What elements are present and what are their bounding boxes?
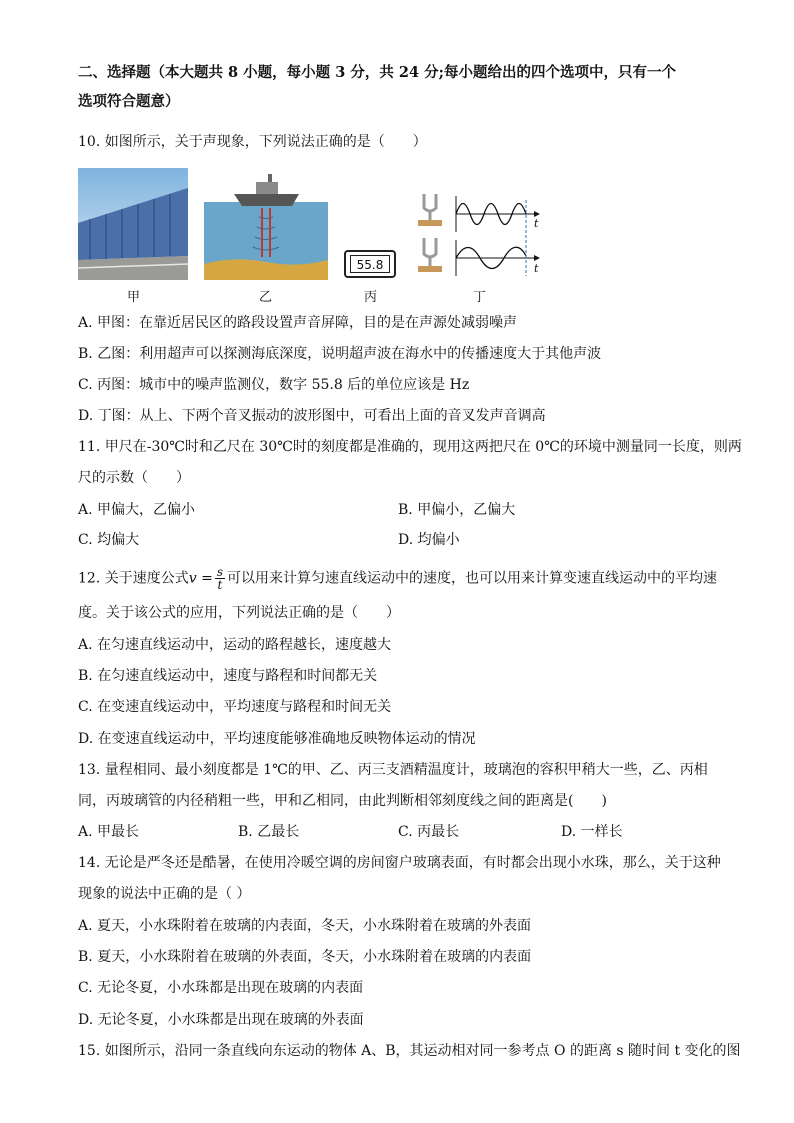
q12-stem-line2: 度。关于该公式的应用，下列说法正确的是（ ） <box>78 605 400 621</box>
q11-stem-line1: 11. 甲尺在-30℃时和乙尺在 30℃时的刻度都是准确的，现用这两把尺在 0℃的环境中测量同一长度，则两 <box>78 439 742 455</box>
q13-option-d: D. 一样长 <box>561 824 623 840</box>
q10-stem: 10. 如图所示，关于声现象，下列说法正确的是（ ） <box>78 134 427 150</box>
q10-option-d: D. 丁图：从上、下两个音叉振动的波形图中，可看出上面的音叉发声音调高 <box>78 408 546 424</box>
q13-option-a: A. 甲最长 <box>78 824 140 840</box>
fig-label-jia: 甲 <box>127 290 141 305</box>
section-title-line2: 选项符合题意） <box>78 93 180 110</box>
q13-option-b: B. 乙最长 <box>238 824 300 840</box>
q12-stem-post: 可以用来计算匀速直线运动中的速度，也可以用来计算变速直线运动中的平均速 <box>226 570 717 587</box>
q12-option-b: B. 在匀速直线运动中，速度与路程和时间都无关 <box>78 668 378 684</box>
fig-label-yi: 乙 <box>259 290 273 305</box>
q12-formula-denominator: t <box>217 578 223 592</box>
tuning-fork-bottom-icon <box>418 238 442 272</box>
q11-option-a: A. 甲偏大，乙偏小 <box>78 502 196 518</box>
q13-stem-line1: 13. 量程相同、最小刻度都是 1℃的甲、乙、丙三支酒精温度计，玻璃泡的容积甲稍大一些，乙、丙相 <box>78 762 708 778</box>
q11-option-d: D. 均偏小 <box>398 532 460 548</box>
q14-option-d: D. 无论冬夏，小水珠都是出现在玻璃的外表面 <box>78 1012 364 1028</box>
q12-formula-fraction <box>215 566 225 591</box>
q10-option-b: B. 乙图：利用超声可以探测海底深度，说明超声波在海水中的传播速度大于其他声波 <box>78 346 602 362</box>
wave-axis-t-bottom: t <box>534 262 539 275</box>
q12-formula-numerator: s <box>216 565 223 579</box>
tuning-fork-waveforms <box>416 190 542 280</box>
q12-option-a: A. 在匀速直线运动中，运动的路程越长，速度越大 <box>78 637 392 653</box>
q11-option-b: B. 甲偏小，乙偏大 <box>398 502 516 518</box>
section-title-line1: 二、选择题（本大题共 8 小题，每小题 3 分，共 24 分;每小题给出的四个选项中，只有一个 <box>78 64 676 81</box>
q13-stem-line2: 同，丙玻璃管的内径稍粗一些，甲和乙相同，由此判断相邻刻度线之间的距离是( ) <box>78 793 607 809</box>
q14-option-b: B. 夏天，小水珠附着在玻璃的外表面，冬天，小水珠附着在玻璃的内表面 <box>78 949 532 965</box>
q14-option-c: C. 无论冬夏，小水珠都是出现在玻璃的内表面 <box>78 980 364 996</box>
q14-stem-line2: 现象的说法中正确的是（ ） <box>78 886 251 902</box>
ship-sonar-image <box>204 172 328 280</box>
q12-formula-lhs: v = <box>188 570 213 587</box>
fig-label-bing: 丙 <box>364 290 378 305</box>
q14-option-a: A. 夏天，小水珠附着在玻璃的内表面，冬天，小水珠附着在玻璃的外表面 <box>78 918 532 934</box>
q11-stem-line2: 尺的示数（ ） <box>78 470 190 486</box>
q13-option-c: C. 丙最长 <box>398 824 460 840</box>
q15-stem-line1: 15. 如图所示，沿同一条直线向东运动的物体 A、B，其运动相对同一参考点 O 的距离 s 随时间 t 变化的图 <box>78 1043 741 1059</box>
q11-option-c: C. 均偏大 <box>78 532 140 548</box>
q10-option-a: A. 甲图：在靠近居民区的路段设置声音屏障，目的是在声源处减弱噪声 <box>78 315 518 331</box>
noise-meter-display <box>344 250 396 278</box>
fig-label-ding: 丁 <box>473 290 487 305</box>
q10-option-c: C. 丙图：城市中的噪声监测仪，数字 55.8 后的单位应该是 Hz <box>78 377 470 393</box>
q12-stem-line1 <box>78 566 717 591</box>
q12-option-d: D. 在变速直线运动中，平均速度能够准确地反映物体运动的情况 <box>78 731 476 747</box>
sound-barrier-image <box>78 168 188 280</box>
q12-stem-pre: 12. 关于速度公式 <box>78 570 189 587</box>
tuning-fork-top-icon <box>418 194 442 226</box>
noise-meter-reading: 55.8 <box>350 255 390 273</box>
wave-axis-t-top: t <box>534 217 539 230</box>
q14-stem-line1: 14. 无论是严冬还是酷暑，在使用冷暖空调的房间窗户玻璃表面，有时都会出现小水珠，那么，关于这种 <box>78 855 721 871</box>
q12-option-c: C. 在变速直线运动中，平均速度与路程和时间无关 <box>78 699 392 715</box>
